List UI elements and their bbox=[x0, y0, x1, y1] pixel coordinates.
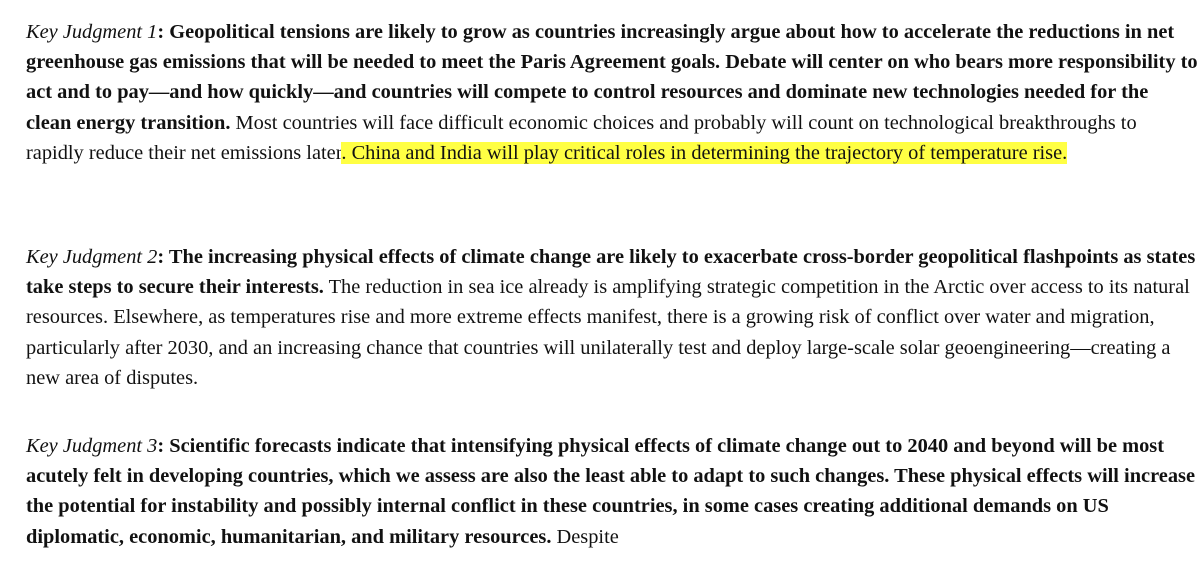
judgment-colon: : bbox=[157, 246, 169, 268]
judgment-label: Key Judgment 2 bbox=[26, 246, 158, 268]
judgment-body-text: Despite bbox=[551, 525, 619, 548]
key-judgment-2 bbox=[26, 242, 1198, 393]
judgment-body-text: The reduction in sea ice already is amplifying strategic competition in the Arctic over access to its natural resources. Elsewhere, as temperatures rise and more extreme effects manifest, there is a growing risk of conflict over water and migration, particularly after 2030, and an increasing chance that countries will unilaterally test and deploy large-scale solar geoengineering—creating a new area of disputes. bbox=[26, 276, 1190, 389]
judgment-bold-text: Geopolitical tensions are likely to grow as countries increasingly argue about how to accelerate the reductions in net greenhouse gas emissions that will be needed to meet the Paris Agreement goals. Debate will center on who bears more responsibility to act and to pay—and how quickly—and countries will compete to control resources and dominate new technologies needed for the clean energy transition. bbox=[26, 21, 1198, 134]
key-judgment-1 bbox=[26, 17, 1198, 168]
judgment-bold-text: Scientific forecasts indicate that intensifying physical effects of climate change out to 2040 and beyond will be most acutely felt in developing countries, which we assess are also the least able to adapt to such changes. These physical effects will increase the potential for instability and possibly internal conflict in these countries, in some cases creating additional demands on US diplomatic, economic, humanitarian, and military resources. bbox=[26, 435, 1196, 548]
judgment-label: Key Judgment 3 bbox=[26, 435, 158, 457]
judgment-colon: : bbox=[157, 21, 170, 43]
judgment-body-text: Most countries will face difficult economic choices and probably will count on technological breakthroughs to rapidly reduce their net emissions later bbox=[26, 111, 1137, 164]
judgment-bold-text: The increasing physical effects of climate change are likely to exacerbate cross-border geopolitical flashpoints as states take steps to secure their interests. bbox=[26, 246, 1196, 299]
judgment-label: Key Judgment 1 bbox=[26, 21, 158, 43]
judgment-colon: : bbox=[157, 435, 170, 457]
highlighted-text: . China and India will play critical roles in determining the trajectory of temperature rise. bbox=[341, 141, 1068, 164]
key-judgment-3 bbox=[26, 431, 1198, 552]
